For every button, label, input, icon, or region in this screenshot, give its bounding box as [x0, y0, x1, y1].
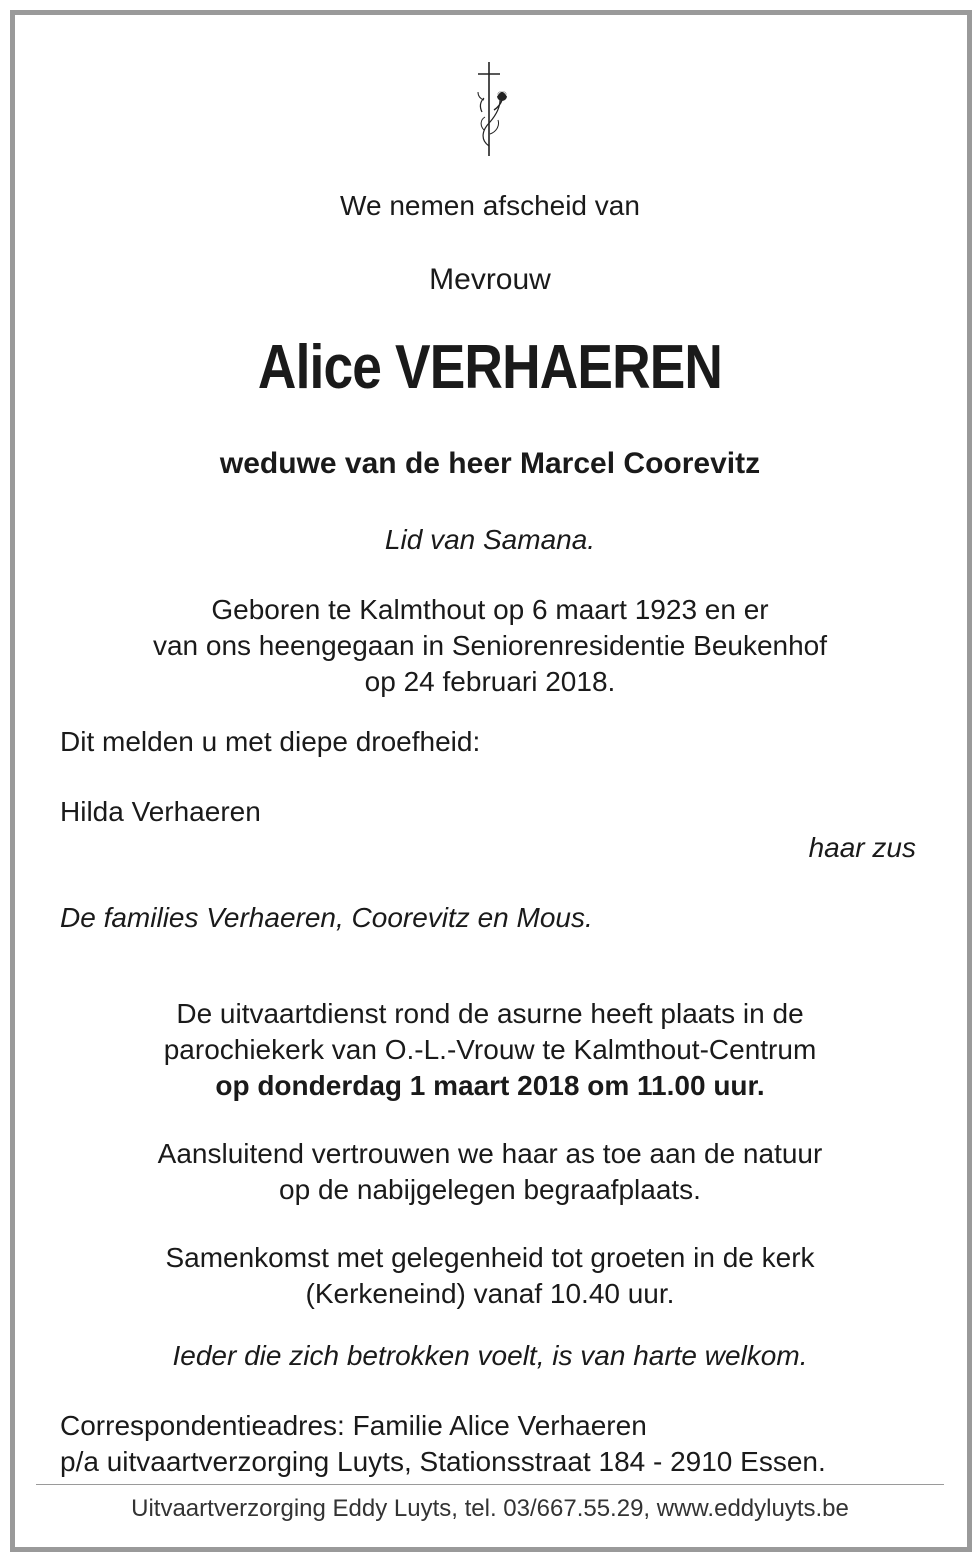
ashes-line: Aansluitend vertrouwen we haar as toe aan de natuur: [157, 1138, 823, 1169]
birth-line: op 24 februari 2018.: [364, 666, 616, 697]
relative-name: Hilda Verhaeren: [60, 796, 261, 827]
service-line: parochiekerk van O.-L.-Vrouw te Kalmthout-Centrum: [163, 1034, 817, 1065]
relative-relation: haar zus: [808, 832, 916, 863]
notice-border: [10, 10, 972, 1552]
service-line: De uitvaartdienst rond de asurne heeft plaats in de: [176, 998, 804, 1029]
widow-of-text: weduwe van de heer Marcel Coorevitz: [219, 447, 761, 480]
service-date: op donderdag 1 maart 2018 om 11.00 uur.: [215, 1070, 765, 1101]
footer-text: Uitvaartverzorging Eddy Luyts, tel. 03/667.55.29, www.eddyluyts.be: [131, 1495, 849, 1522]
birth-line: Geboren te Kalmthout op 6 maart 1923 en er: [211, 594, 769, 625]
cross-with-rose-icon: [470, 60, 510, 160]
announcement-text: Dit melden u met diepe droefheid:: [60, 726, 481, 757]
footer-divider: [36, 1484, 944, 1485]
correspondence-line: p/a uitvaartverzorging Luyts, Stationsstraat 184 - 2910 Essen.: [60, 1446, 826, 1477]
gathering-line: Samenkomst met gelegenheid tot groeten in de kerk: [165, 1242, 815, 1273]
correspondence-line: Correspondentieadres: Familie Alice Verhaeren: [60, 1410, 647, 1441]
ashes-line: op de nabijgelegen begraafplaats.: [279, 1174, 701, 1205]
birth-line: van ons heengegaan in Seniorenresidentie Beukenhof: [152, 630, 828, 661]
deceased-name: Alice VERHAEREN: [257, 333, 723, 402]
title-text: Mevrouw: [429, 263, 551, 296]
intro-text: We nemen afscheid van: [340, 190, 640, 221]
membership-text: Lid van Samana.: [384, 524, 596, 555]
welcome-text: Ieder die zich betrokken voelt, is van harte welkom.: [172, 1340, 808, 1371]
families-text: De families Verhaeren, Coorevitz en Mous.: [60, 902, 593, 933]
gathering-line: (Kerkeneind) vanaf 10.40 uur.: [305, 1278, 675, 1309]
